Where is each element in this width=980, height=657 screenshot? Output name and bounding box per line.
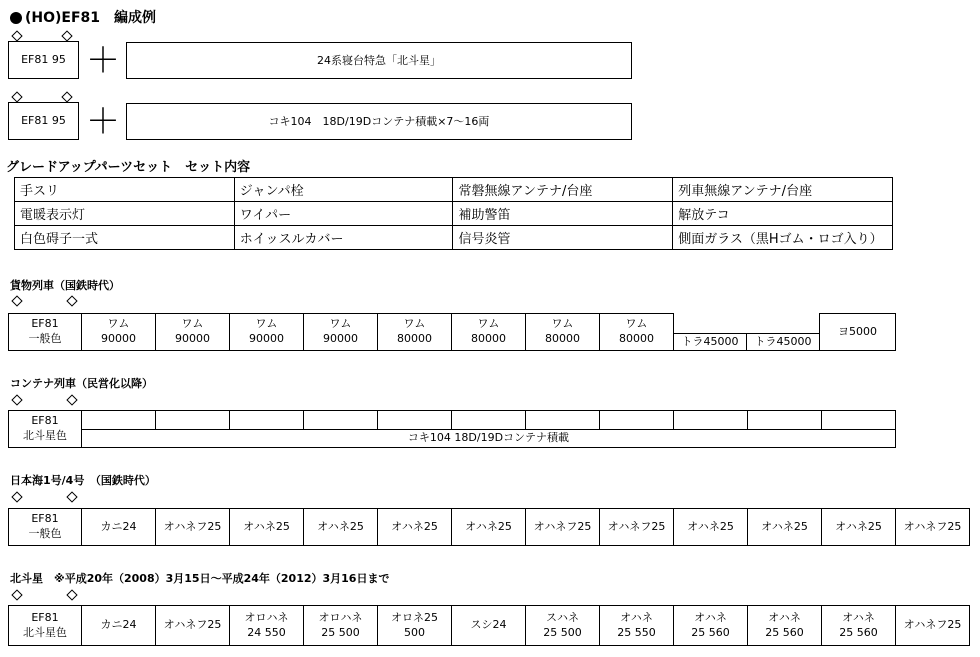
bullet-icon: [10, 12, 22, 24]
car-number: 25 550: [617, 625, 656, 639]
container-slot: [525, 410, 600, 430]
tra-car-cell: トラ45000: [746, 333, 820, 351]
pantograph-icon: [66, 491, 77, 502]
car-cell: [229, 313, 304, 351]
pantograph-icon: [11, 295, 22, 306]
tra-car-cell: トラ45000: [673, 333, 747, 351]
table-cell: 信号炎管: [453, 226, 673, 250]
car-cell: [599, 605, 674, 646]
loco-box: EF81 95: [8, 41, 79, 79]
car-cell: オハネフ25: [155, 508, 230, 546]
car-type: オロハネ: [244, 610, 289, 624]
car-number: 80000: [397, 332, 432, 345]
car-number: 90000: [249, 332, 284, 345]
loco-type: EF81: [31, 512, 59, 526]
pantograph-icon: [66, 589, 77, 600]
container-slot: [747, 410, 822, 430]
parts-heading: グレードアップパーツセット セット内容: [6, 160, 251, 175]
table-cell: ホイッスルカバー: [234, 226, 453, 250]
car-cell: [81, 313, 156, 351]
car-type: オハネフ25: [163, 618, 222, 632]
table-row: [15, 202, 893, 226]
loco-cell: [8, 313, 82, 351]
pantograph-icon: [61, 30, 72, 41]
car-cell: オハネフ25: [895, 508, 970, 546]
table-cell: 常磐無線アンテナ/台座: [453, 178, 673, 202]
car-number: 90000: [323, 332, 358, 345]
car-type: スハネ: [546, 610, 579, 624]
table-cell: 白色碍子一式: [15, 226, 235, 250]
car-cell: [303, 605, 378, 646]
pantograph-icon: [11, 491, 22, 502]
car-cell: オハネ25: [229, 508, 304, 546]
car-cell: [303, 313, 378, 351]
loco-livery: 北斗星色: [23, 429, 67, 442]
table-cell: 補助警笛: [453, 202, 673, 226]
table-row: [15, 178, 893, 202]
loco-livery: 北斗星色: [23, 625, 67, 639]
table-cell: ジャンパ栓: [234, 178, 453, 202]
car-number: 80000: [471, 332, 506, 345]
car-cell: [155, 605, 230, 646]
car-type: ワム: [107, 317, 130, 331]
container-slot: [229, 410, 304, 430]
car-type: ワム: [329, 317, 352, 331]
car-cell: オハネ25: [303, 508, 378, 546]
loco-box: EF81 95: [8, 102, 79, 140]
train-box: コキ104 18D/19Dコンテナ積載×7～16両: [126, 103, 632, 140]
car-type: オハネフ25: [903, 618, 962, 632]
section-heading: 貨物列車（国鉄時代）: [10, 279, 120, 292]
table-cell: 手スリ: [15, 178, 235, 202]
car-cell: オハネフ25: [599, 508, 674, 546]
car-number: 25 500: [543, 625, 582, 639]
car-cell: [821, 605, 896, 646]
car-number: 90000: [101, 332, 136, 345]
car-cell: [229, 605, 304, 646]
car-cell: [377, 313, 452, 351]
table-cell: 電暖表示灯: [15, 202, 235, 226]
car-type: ワム: [477, 317, 500, 331]
container-slot: [451, 410, 526, 430]
table-cell: ワイパー: [234, 202, 453, 226]
loco-type: EF81: [31, 317, 59, 331]
loco-cell: [8, 410, 82, 448]
car-type: オハネ: [842, 610, 875, 624]
container-slot: [673, 410, 748, 430]
pantograph-icon: [11, 30, 22, 41]
plus-icon: ＋: [86, 41, 120, 81]
loco-type: EF81: [31, 414, 59, 428]
car-cell: オハネ25: [451, 508, 526, 546]
container-slot: [155, 410, 230, 430]
car-number: 25 560: [691, 625, 730, 639]
section-heading: 北斗星 ※平成20年（2008）3月15日～平成24年（2012）3月16日まで: [10, 572, 390, 585]
pantograph-icon: [66, 295, 77, 306]
car-type: ワム: [403, 317, 426, 331]
car-type: オハネ: [694, 610, 727, 624]
plus-icon: ＋: [86, 102, 120, 142]
car-cell: [895, 605, 970, 646]
car-type: オロハネ: [318, 610, 363, 624]
parts-table: [14, 177, 893, 250]
car-type: ワム: [255, 317, 278, 331]
car-number: 25 500: [321, 625, 360, 639]
car-type: ワム: [625, 317, 648, 331]
car-number: 500: [404, 625, 425, 639]
container-car-label: コキ104 18D/19Dコンテナ積載: [81, 429, 896, 448]
car-type: オハネ: [768, 610, 801, 624]
section-heading: 日本海1号/4号 （国鉄時代）: [10, 474, 156, 487]
pantograph-icon: [11, 91, 22, 102]
car-number: 80000: [619, 332, 654, 345]
car-cell: オハネ25: [821, 508, 896, 546]
car-cell: [525, 605, 600, 646]
pantograph-icon: [61, 91, 72, 102]
car-cell: オハネ25: [377, 508, 452, 546]
loco-livery: 一般色: [28, 332, 62, 345]
car-cell: [599, 313, 674, 351]
page-title: (HO)EF81 編成例: [25, 10, 157, 26]
container-slot: [377, 410, 452, 430]
car-cell: [81, 605, 156, 646]
container-slot: [821, 410, 896, 430]
car-cell: [451, 313, 526, 351]
car-cell: オハネ25: [747, 508, 822, 546]
table-cell: 解放テコ: [673, 202, 893, 226]
train-box: 24系寝台特急「北斗星」: [126, 42, 632, 79]
car-number: 90000: [175, 332, 210, 345]
car-cell: [377, 605, 452, 646]
caboose-cell: ヨ5000: [819, 313, 896, 351]
car-cell: オハネ25: [673, 508, 748, 546]
car-number: 80000: [545, 332, 580, 345]
car-type: カニ24: [100, 618, 137, 632]
container-slot: [599, 410, 674, 430]
car-cell: カニ24: [81, 508, 156, 546]
loco-cell: [8, 605, 82, 646]
container-slot: [303, 410, 378, 430]
car-cell: [673, 605, 748, 646]
car-type: オロネ25: [391, 610, 438, 624]
car-type: オハネ: [620, 610, 653, 624]
car-cell: [525, 313, 600, 351]
loco-livery: 一般色: [28, 527, 62, 540]
car-number: 24 550: [247, 625, 286, 639]
table-cell: 側面ガラス（黒Hゴム・ロゴ入り）: [673, 226, 893, 250]
car-type: ワム: [181, 317, 204, 331]
car-cell: オハネフ25: [525, 508, 600, 546]
loco-cell: [8, 508, 82, 546]
table-cell: 列車無線アンテナ/台座: [673, 178, 893, 202]
car-cell: [451, 605, 526, 646]
car-number: 25 560: [839, 625, 878, 639]
table-row: [15, 226, 893, 250]
loco-type: EF81: [31, 610, 59, 624]
pantograph-icon: [66, 394, 77, 405]
car-number: 25 560: [765, 625, 804, 639]
container-slot: [81, 410, 156, 430]
section-heading: コンテナ列車（民営化以降）: [10, 377, 153, 390]
car-cell: [155, 313, 230, 351]
car-type: ワム: [551, 317, 574, 331]
pantograph-icon: [11, 589, 22, 600]
car-type: スシ24: [470, 618, 507, 632]
pantograph-icon: [11, 394, 22, 405]
car-cell: [747, 605, 822, 646]
